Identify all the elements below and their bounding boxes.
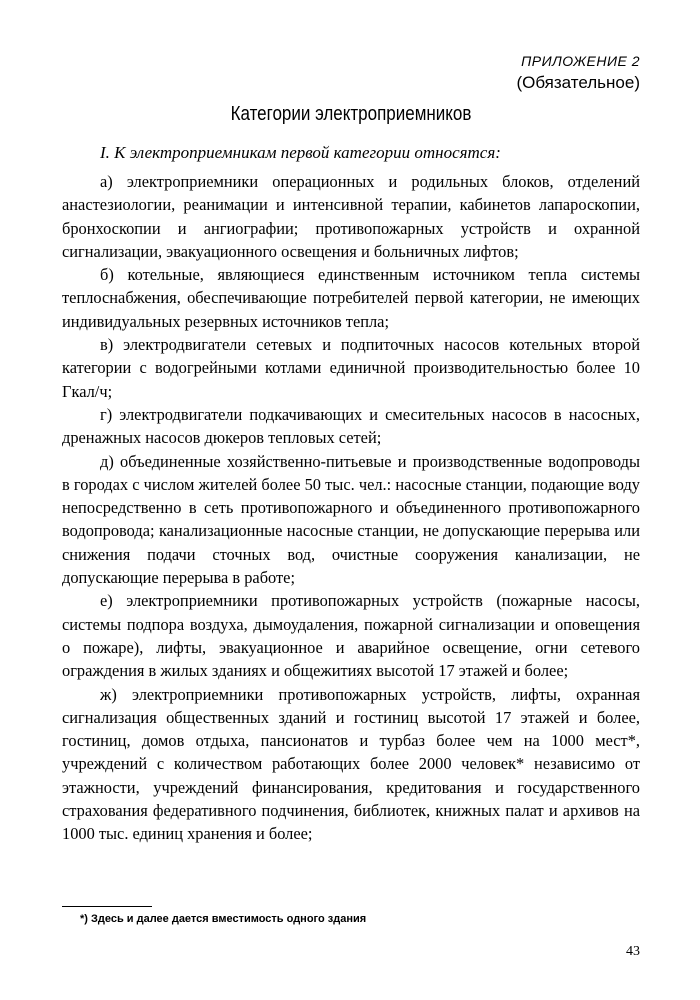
list-item-v: в) электродвигатели сетевых и подпиточных насосов котельных второй категории с водогрейными котлами единичной производительностью более 10 Гкал/ч;: [62, 335, 640, 401]
footnote-divider: [62, 906, 152, 907]
list-item-a: а) электроприемники операционных и родильных блоков, отделений анастезиологии, реанимации и интенсивной терапии, кабинетов лапароскопии, бронхоскопии и ангиографии; противопожарных устройств и охранной сигнализации, эвакуационного освещения и больничных лифтов;: [62, 172, 640, 261]
section-heading: I. К электроприемникам первой категории относятся:: [100, 143, 501, 162]
list-item-d: д) объединенные хозяйственно-питьевые и производственные водопроводы в городах с числом жителей более 50 тыс. чел.: насосные станции, подающие воду непосредственно в сеть противопожарного и объединенного противопожарного водопровода; канализационные насосные станции, не допускающие перерыва или снижения подачи сточных вод, очистные сооружения канализации, не допускающие перерыва в работе;: [62, 451, 640, 588]
appendix-label: ПРИЛОЖЕНИЕ 2: [521, 53, 640, 69]
appendix-header: [516, 50, 640, 94]
item-list: [62, 170, 640, 846]
list-item-b: б) котельные, являющиеся единственным источником тепла системы теплоснабжения, обеспечивающие потребителей первой категории, не имеющих индивидуальных резервных источников тепла;: [62, 265, 640, 331]
list-item-e: е) электроприемники противопожарных устройств (пожарные насосы, системы подпора воздуха, дымоудаления, пожарной сигнализации и оповещения о пожаре), лифты, эвакуационное и аварийное освещение, огни сетевого ограждения в жилых зданиях и общежитиях высотой 17 этажей и более;: [62, 591, 640, 681]
page-title: Категории электроприемников: [230, 103, 472, 125]
page-number: 43: [626, 944, 640, 959]
footnote: *) Здесь и далее дается вместимость одного здания: [80, 913, 367, 925]
appendix-status: (Обязательное): [516, 73, 640, 92]
list-item-zh: ж) электроприемники противопожарных устройств, лифты, охранная сигнализация общественных зданий и гостиниц высотой 17 этажей и более, гостиниц, домов отдыха, пансионатов и турбаз более чем на 1000 мест*, учреждений с количеством работающих более 2000 человек* независимо от этажности, учреждений финансирования, кредитования и государственного страхования федеративного подчинения, библиотек, книжных палат и архивов на 1000 тыс. единиц хранения и более;: [62, 684, 640, 844]
list-item-g: г) электродвигатели подкачивающих и смесительных насосов в насосных, дренажных насосов дюкеров тепловых сетей;: [62, 404, 640, 448]
document-page: [62, 0, 640, 1000]
